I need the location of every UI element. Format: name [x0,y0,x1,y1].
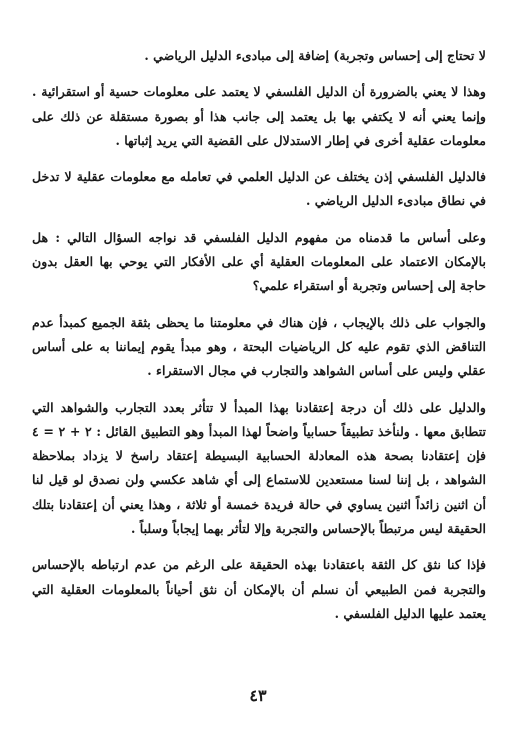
paragraph-1: لا تحتاج إلى إحساس وتجربة) إضافة إلى مبادىء الدليل الرياضي . [144,48,486,63]
page-number: ٤٣ [249,686,267,705]
paragraph-3: فالدليل الفلسفي إذن يختلف عن الدليل العلمي في تعامله مع معلومات عقلية لا تدخل في نطاق مبادىء الدليل الرياضي . [32,169,486,209]
paragraph-4: وعلى أساس ما قدمناه من مفهوم الدليل الفلسفي قد نواجه السؤال التالي : هل بالإمكان الاعتماد على المعلومات العقلية أي على الأفكار التي يوحي بها العقل بدون حاجة إلى إحساس وتجربة أو استقراء علمي؟ [32,229,486,294]
paragraph-7: فإذا كنا نثق كل الثقة باعتقادنا بهذه الحقيقة على الرغم من عدم ارتباطه بالإحساس والتجربة فمن الطبيعي أن نسلم أن بالإمكان أن نثق أحياناً بالمعلومات العقلية التي يعتمد عليها الدليل الفلسفي . [32,557,486,621]
paragraph-6: والدليل على ذلك أن درجة إعتقادنا بهذا المبدأ لا تتأثر بعدد التجارب والشواهد التي تتطابق معها . ولنأخذ تطبيقاً حسابياً واضحاً لهذا المبدأ وهو التطبيق القائل : ٢ + ٢ = ٤ فإن إعتقادنا بصحة هذه المعادلة الحسابية البسيطة إعتقاد راسخ لا يزداد بملاحظة الشواهد ، بل إننا لسنا مستعدين للاستماع إلى أي شاهد عكسي ولن نصدق لو قيل لنا أن اثنين زائداً اثنين يساوي في حالة فريدة خمسة أو ثلاثة ، وهذا يعني أن إعتقادنا بتلك الحقيقة ليس مرتبطاً بالإحساس والتجربة وإلا لتأثر بهما إيجاباً وسلباً . [32,399,486,537]
paragraph-2: وهذا لا يعني بالضرورة أن الدليل الفلسفي لا يعتمد على معلومات حسية أو استقرائية . وإنما يعني أنه لا يكتفي بها بل يعتمد إلى جانب هذا أو بصورة مستقلة عن ذلك على معلومات عقلية أخرى في إطار الاستدلال على القضية التي يريد إثباتها . [32,84,486,148]
paragraph-5: والجواب على ذلك بالإيجاب ، فإن هناك في معلومتنا ما يحظى بثقة الجميع كمبدأ عدم التناقض الذي تقوم عليه كل الرياضيات البحتة ، وهو مبدأ يقوم إيماننا به على أساس عقلي وليس على أساس الشواهد والتجارب في مجال الاستقراء . [32,314,486,379]
